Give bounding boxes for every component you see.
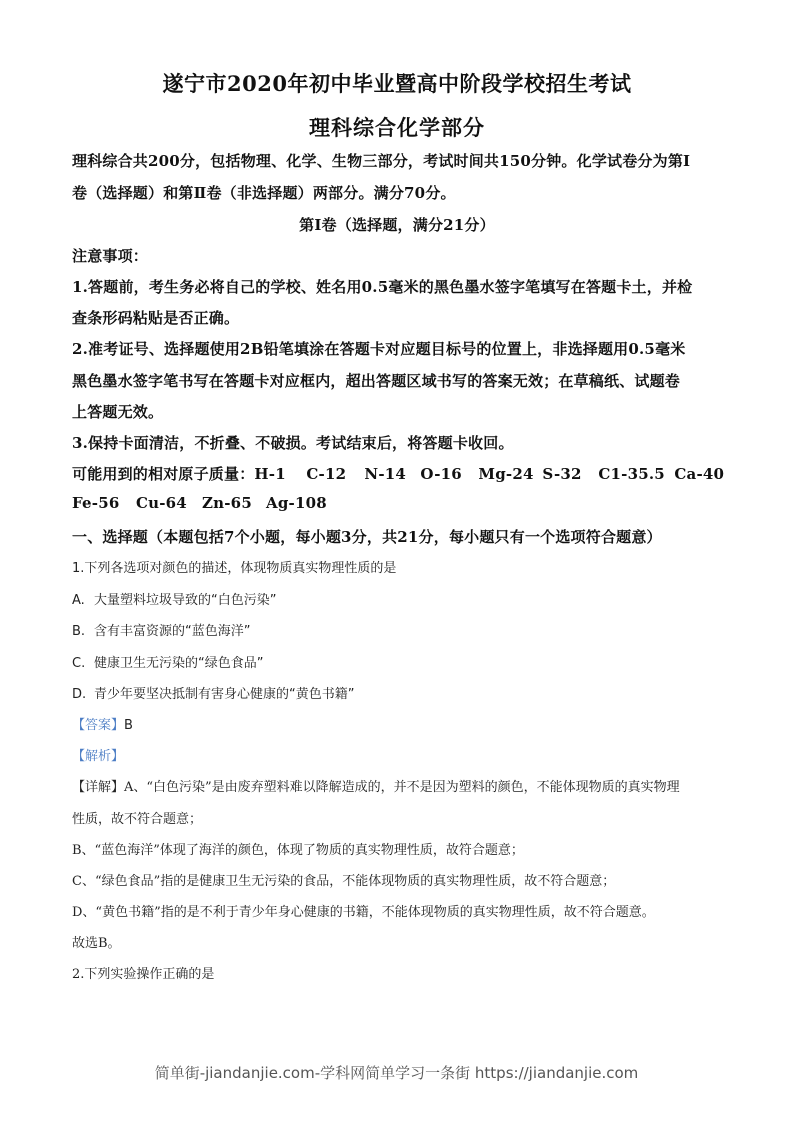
question-1-option-c	[72, 652, 263, 671]
answer-value: B	[124, 718, 133, 733]
atomic-mass: Ca-40	[674, 465, 725, 483]
atomic-mass: C-12	[306, 465, 347, 483]
detail-line-2: 性质，故不符合题意；	[72, 812, 203, 827]
detail-line-1: 【详解】A、“白色污染”是由废弃塑料难以降解造成的，并不是因为塑料的颜色，不能体现物质的真实物理	[72, 780, 680, 795]
atomic-mass: N-14	[364, 465, 407, 483]
atomic-masses-row-1	[72, 463, 724, 484]
intro-line-2: 卷（选择题）和第Ⅱ卷（非选择题）两部分。满分70分。	[72, 184, 456, 202]
notice-line-1: 1.答题前，考生务必将自己的学校、姓名用0.5毫米的黑色墨水签字笔填写在答题卡土，并检	[72, 278, 693, 296]
answer-label: 【答案】	[72, 718, 125, 733]
section1-heading: 一、选择题（本题包括7个小题，每小题3分，共21分，每小题只有一个选项符合题意）	[72, 528, 662, 546]
option-text: 青少年要坚决抵制有害身心健康的“黄色书籍”	[94, 687, 355, 702]
notice-heading: 注意事项：	[72, 247, 149, 265]
atomic-mass: O-16	[420, 465, 462, 483]
question-2-stem: 2.下列实验操作正确的是	[72, 967, 215, 982]
question-1-option-d	[72, 683, 354, 702]
question-1-option-a	[72, 589, 276, 608]
option-letter: B.	[72, 624, 86, 639]
atomic-masses-row-2	[72, 494, 327, 512]
question-1-option-b	[72, 620, 250, 639]
analysis-label: 【解析】	[72, 749, 125, 764]
intro-line-1: 理科综合共200分，包括物理、化学、生物三部分，考试时间共150分钟。化学试卷分为第I	[72, 152, 691, 170]
atomic-mass: Mg-24	[478, 465, 534, 483]
question-1-analysis	[72, 745, 124, 764]
atomic-mass: Cu-64	[136, 494, 187, 512]
option-text: 健康卫生无污染的“绿色食品”	[94, 656, 264, 671]
atomic-mass: S-32	[542, 465, 582, 483]
document-subtitle: 理科综合化学部分	[309, 115, 485, 140]
part1-heading: 第I卷（选择题，满分21分）	[299, 216, 495, 234]
notice-line-6: 3.保持卡面清洁，不折叠、不破损。考试结束后，将答题卡收回。	[72, 434, 514, 452]
atomic-masses-label: 可能用到的相对原子质量：	[72, 465, 255, 483]
document-title: 遂宁市2020年初中毕业暨高中阶段学校招生考试	[162, 71, 632, 96]
detail-line-6: 故选B。	[72, 936, 121, 951]
option-text: 含有丰富资源的“蓝色海洋”	[94, 624, 251, 639]
option-letter: A.	[72, 593, 85, 608]
notice-line-3: 2.准考证号、选择题使用2B铅笔填涂在答题卡对应题目标号的位置上，非选择题用0.5毫米	[72, 340, 686, 358]
question-1-stem: 1.下列各选项对颜色的描述，体现物质真实物理性质的是	[72, 561, 397, 576]
option-letter: D.	[72, 687, 87, 702]
atomic-mass: Zn-65	[202, 494, 252, 512]
atomic-mass: C1-35.5	[598, 465, 665, 483]
notice-line-4: 黑色墨水签字笔书写在答题卡对应框内，超出答题区域书写的答案无效；在草稿纸、试题卷	[72, 372, 681, 390]
page-footer-watermark: 简单街-jiandanjie.com-学科网简单学习一条街 https://jiandanjie.com	[154, 1064, 639, 1082]
detail-line-3: B、“蓝色海洋”体现了海洋的颜色，体现了物质的真实物理性质，故符合题意；	[72, 843, 524, 858]
atomic-mass: Fe-56	[72, 494, 120, 512]
notice-line-2: 查条形码粘贴是否正确。	[72, 309, 240, 327]
detail-line-4: C、“绿色食品”指的是健康卫生无污染的食品，不能体现物质的真实物理性质，故不符合题意；	[72, 874, 616, 889]
notice-line-5: 上答题无效。	[72, 403, 164, 421]
question-1-answer	[72, 714, 133, 733]
option-letter: C.	[72, 656, 86, 671]
option-text: 大量塑料垃圾导致的“白色污染”	[94, 593, 277, 608]
atomic-mass: Ag-108	[266, 494, 327, 512]
detail-line-5: D、“黄色书籍”指的是不利于青少年身心健康的书籍，不能体现物质的真实物理性质，故不符合题意。	[72, 905, 655, 920]
atomic-mass: H-1	[254, 465, 286, 483]
